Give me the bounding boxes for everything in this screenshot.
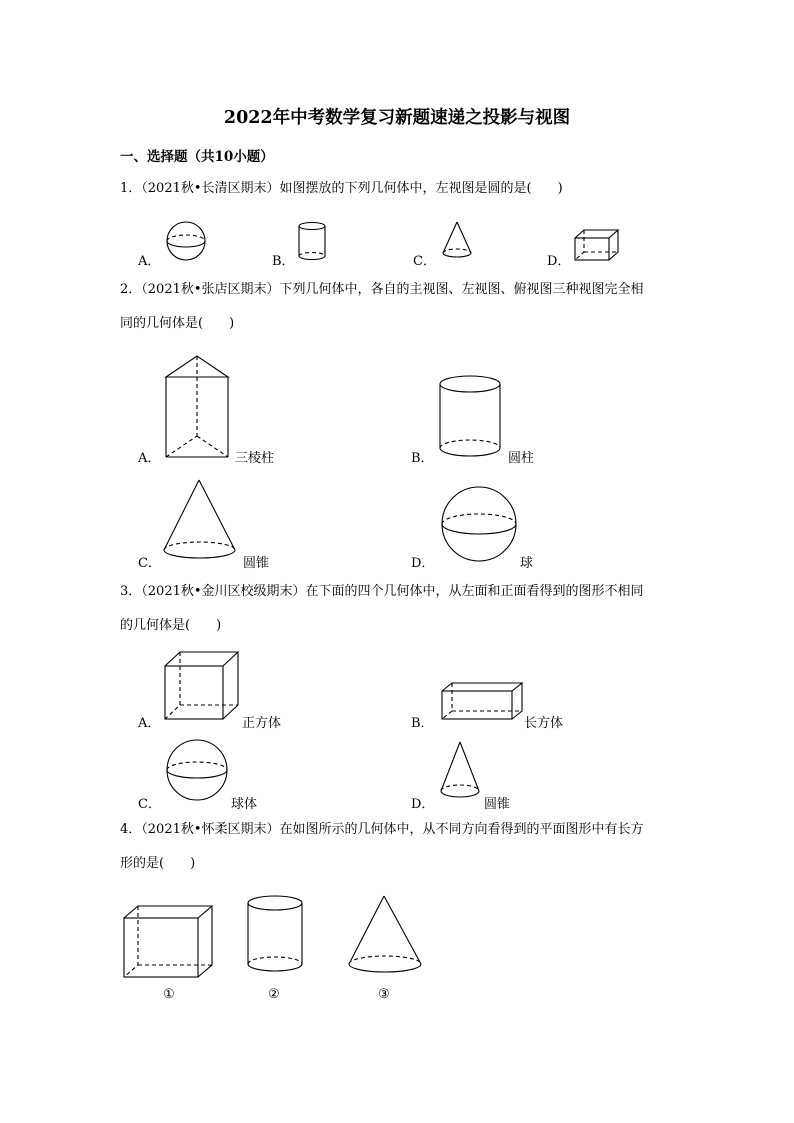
figure-caption: 圆锥: [243, 556, 270, 571]
question-number: 3．: [120, 584, 142, 599]
option-c-label: C．: [138, 556, 161, 571]
question-1: [120, 179, 680, 199]
question-text: （2021秋•张店区期末）下列几何体中，各自的主视图、左视图、俯视图三种视图完全相: [141, 282, 644, 297]
question-2: [120, 280, 680, 334]
figure-label: ③: [378, 987, 390, 1002]
question-text-continued: 的几何体是( ): [120, 618, 222, 633]
figure-caption: 圆柱: [508, 451, 535, 466]
cylinder-figure: [438, 374, 506, 460]
figure-caption: 三棱柱: [235, 451, 275, 466]
cone-figure: [345, 894, 427, 980]
question-text: （2021秋•金川区校级期末）在下面的四个几何体中，从左面和正面看得到的图形不相同: [141, 584, 644, 599]
cuboid-figure: [440, 681, 524, 723]
cylinder-figure: [245, 894, 307, 980]
cone-icon: [440, 220, 480, 264]
option-d-label: D．: [547, 254, 571, 269]
cube-figure: [120, 904, 216, 980]
option-a-label: A．: [138, 451, 161, 466]
figure-caption: 长方体: [524, 716, 564, 731]
option-b-label: B．: [272, 254, 295, 269]
cylinder-icon: [296, 222, 336, 266]
figure-caption: 球体: [231, 797, 258, 812]
cube-figure: [162, 650, 242, 722]
option-b-label: B．: [411, 716, 434, 731]
question-number: 4．: [120, 822, 142, 837]
cone-figure: [438, 740, 484, 806]
sphere-icon: [165, 220, 211, 266]
page-title: 2022年中考数学复习新题速递之投影与视图: [223, 108, 571, 128]
question-text-continued: 形的是( ): [120, 856, 196, 871]
figure-caption: 圆锥: [484, 797, 511, 812]
option-d-label: D．: [411, 556, 435, 571]
question-number: 2．: [120, 282, 142, 297]
question-3: [120, 582, 680, 636]
triangular-prism-figure: [163, 354, 233, 462]
option-c-label: C．: [413, 254, 436, 269]
section-heading: 一、选择题（共10小题）: [120, 149, 274, 165]
option-d-label: D．: [411, 797, 435, 812]
sphere-figure: [165, 737, 231, 805]
option-b-label: B．: [411, 451, 434, 466]
figure-label: ②: [268, 987, 280, 1002]
figure-caption: 正方体: [242, 716, 282, 731]
option-a-label: A．: [138, 254, 161, 269]
question-text-continued: 同的几何体是( ): [120, 316, 235, 331]
question-text: （2021秋•长清区期末）如图摆放的下列几何体中，左视图是圆的是( ): [141, 181, 563, 196]
cuboid-icon: [573, 228, 623, 264]
option-c-label: C．: [138, 797, 161, 812]
question-number: 1．: [120, 181, 142, 196]
question-4: [120, 820, 680, 874]
figure-caption: 球: [520, 556, 534, 571]
figure-label: ①: [163, 987, 175, 1002]
option-a-label: A．: [138, 716, 161, 731]
question-text: （2021秋•怀柔区期末）在如图所示的几何体中，从不同方向看得到的平面图形中有长方: [141, 822, 644, 837]
cone-figure: [161, 478, 243, 568]
sphere-figure: [440, 484, 520, 568]
